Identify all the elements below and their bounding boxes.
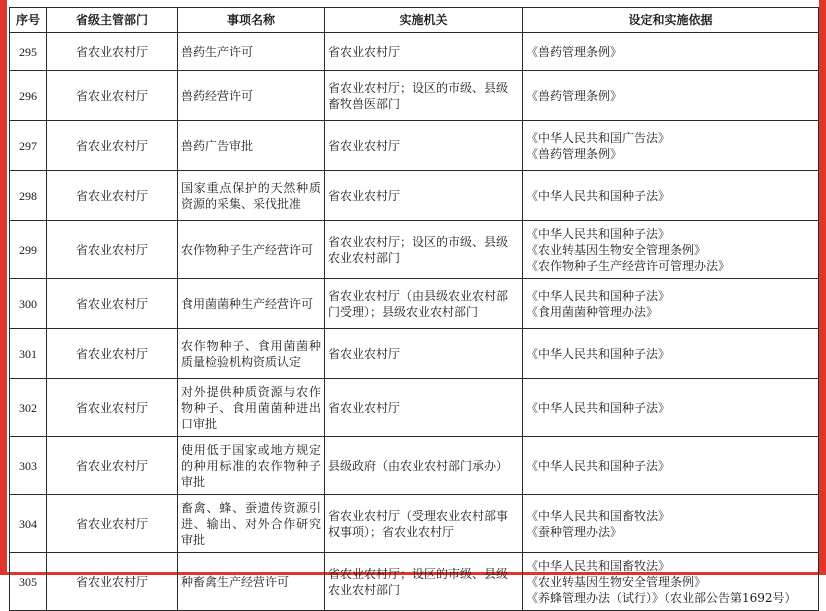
basis-line: 《中华人民共和国种子法》 — [526, 400, 671, 415]
cell-dept: 省农业农村厅 — [47, 121, 178, 171]
cell-seq: 297 — [10, 121, 47, 171]
cell-dept: 省农业农村厅 — [47, 329, 178, 379]
cell-seq: 300 — [10, 279, 47, 329]
table-row — [10, 121, 819, 171]
cell-agency: 省农业农村厅；设区的市级、县级畜牧兽医部门 — [325, 71, 523, 121]
cell-item: 畜禽、蜂、蚕遗传资源引进、输出、对外合作研究审批 — [178, 495, 325, 553]
table-row — [10, 329, 819, 379]
cell-seq: 302 — [10, 379, 47, 437]
approval-items-table — [9, 7, 819, 611]
cell-basis — [523, 495, 819, 553]
header-basis: 设定和实施依据 — [523, 8, 819, 33]
header-seq: 序号 — [10, 8, 47, 33]
basis-line: 《兽药管理条例》 — [526, 44, 623, 59]
table-row — [10, 437, 819, 495]
cell-basis — [523, 33, 819, 71]
cell-agency: 省农业农村厅 — [325, 329, 523, 379]
basis-line: 《中华人民共和国种子法》 — [526, 288, 671, 303]
cell-dept: 省农业农村厅 — [47, 553, 178, 611]
cell-basis — [523, 553, 819, 611]
basis-line: 《中华人民共和国种子法》 — [526, 226, 671, 241]
cell-dept: 省农业农村厅 — [47, 221, 178, 279]
cell-dept: 省农业农村厅 — [47, 171, 178, 221]
red-border-right — [819, 0, 826, 575]
cell-seq: 303 — [10, 437, 47, 495]
cell-basis — [523, 171, 819, 221]
header-agency: 实施机关 — [325, 8, 523, 33]
basis-line: 《兽药管理条例》 — [526, 88, 623, 103]
cell-seq: 305 — [10, 553, 47, 611]
cell-agency: 县级政府（由农业农村部门承办） — [325, 437, 523, 495]
cell-agency: 省农业农村厅；设区的市级、县级农业农村部门 — [325, 221, 523, 279]
cell-item: 兽药生产许可 — [178, 33, 325, 71]
basis-line: 《蚕种管理办法》 — [526, 524, 623, 539]
cell-agency: 省农业农村厅 — [325, 379, 523, 437]
cell-item: 兽药经营许可 — [178, 71, 325, 121]
cell-item: 农作物种子生产经营许可 — [178, 221, 325, 279]
red-border-left — [0, 0, 7, 575]
table-row — [10, 71, 819, 121]
cell-seq: 296 — [10, 71, 47, 121]
cell-dept: 省农业农村厅 — [47, 379, 178, 437]
cell-agency: 省农业农村厅 — [325, 171, 523, 221]
cell-basis — [523, 221, 819, 279]
cell-dept: 省农业农村厅 — [47, 495, 178, 553]
cell-item: 种畜禽生产经营许可 — [178, 553, 325, 611]
cell-basis — [523, 437, 819, 495]
cell-item: 对外提供种质资源与农作物种子、食用菌菌种进出口审批 — [178, 379, 325, 437]
basis-line: 《农业转基因生物安全管理条例》 — [526, 574, 707, 589]
basis-line: 《中华人民共和国广告法》 — [526, 130, 671, 145]
cell-basis — [523, 329, 819, 379]
cell-basis — [523, 121, 819, 171]
cell-item: 食用菌菌种生产经营许可 — [178, 279, 325, 329]
cell-item: 国家重点保护的天然种质资源的采集、采伐批准 — [178, 171, 325, 221]
cell-dept: 省农业农村厅 — [47, 71, 178, 121]
cell-basis — [523, 71, 819, 121]
cell-dept: 省农业农村厅 — [47, 437, 178, 495]
header-dept: 省级主管部门 — [47, 8, 178, 33]
cell-agency: 省农业农村厅 — [325, 33, 523, 71]
basis-line: 《中华人民共和国种子法》 — [526, 346, 671, 361]
cell-seq: 304 — [10, 495, 47, 553]
basis-line: 《中华人民共和国畜牧法》 — [526, 508, 671, 523]
cell-agency: 省农业农村厅 — [325, 121, 523, 171]
cell-seq: 299 — [10, 221, 47, 279]
cell-item: 使用低于国家或地方规定的种用标准的农作物种子审批 — [178, 437, 325, 495]
cell-agency: 省农业农村厅；设区的市级、县级农业农村部门 — [325, 553, 523, 611]
basis-line: 《中华人民共和国种子法》 — [526, 458, 671, 473]
basis-line: 《养蜂管理办法（试行）》（农业部公告第1692号） — [526, 590, 797, 605]
basis-line: 《中华人民共和国种子法》 — [526, 188, 671, 203]
cell-item: 兽药广告审批 — [178, 121, 325, 171]
table-row — [10, 379, 819, 437]
cell-agency: 省农业农村厅（由县级农业农村部门受理）；县级农业农村部门 — [325, 279, 523, 329]
cell-agency: 省农业农村厅（受理农业农村部事权事项）；省农业农村厅 — [325, 495, 523, 553]
cell-basis — [523, 279, 819, 329]
table-row — [10, 171, 819, 221]
table-row — [10, 33, 819, 71]
cell-seq: 301 — [10, 329, 47, 379]
cell-basis — [523, 379, 819, 437]
table-row — [10, 553, 819, 611]
basis-line: 《食用菌菌种管理办法》 — [526, 304, 659, 319]
table-row — [10, 221, 819, 279]
basis-line: 《兽药管理条例》 — [526, 146, 623, 161]
basis-line: 《农业转基因生物安全管理条例》 — [526, 242, 707, 257]
cell-dept: 省农业农村厅 — [47, 279, 178, 329]
basis-line: 《中华人民共和国畜牧法》 — [526, 558, 671, 573]
basis-line: 《农作物种子生产经营许可管理办法》 — [526, 258, 731, 273]
table-row — [10, 279, 819, 329]
table-row — [10, 495, 819, 553]
cell-item: 农作物种子、食用菌菌种质量检验机构资质认定 — [178, 329, 325, 379]
cell-dept: 省农业农村厅 — [47, 33, 178, 71]
cell-seq: 298 — [10, 171, 47, 221]
cell-seq: 295 — [10, 33, 47, 71]
table-header-row — [10, 8, 819, 33]
header-item: 事项名称 — [178, 8, 325, 33]
